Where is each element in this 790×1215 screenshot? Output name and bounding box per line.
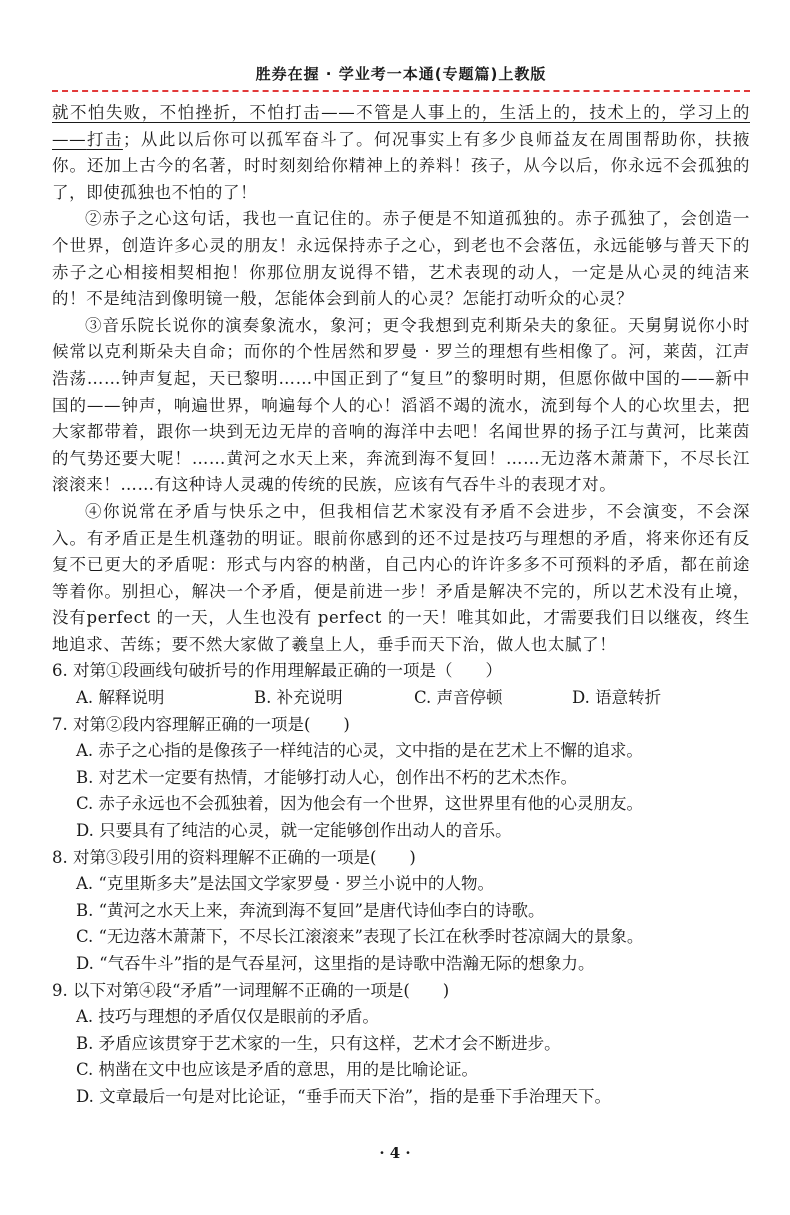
question-7-option-a: A. 赤子之心指的是像孩子一样纯洁的心灵，文中指的是在艺术上不懈的追求。 [76,741,643,761]
reading-passage [52,100,750,658]
underlined-sentence: 就不怕失败，不怕挫折，不怕打击——不管是人事上的，生活上的，技术上的，学习上的—— [52,103,750,149]
passage-paragraph-1 [52,100,750,206]
question-8-option-c: C. “无边落木萧萧下，不尽长江滚滚来”表现了长江在秋季时苍凉阔大的景象。 [76,927,644,947]
passage-paragraph-3: ③音乐院长说你的演奏象流水，象河；更令我想到克利斯朵夫的象征。天舅舅说你小时候常以克利斯朵夫自命；而你的个性居然和罗曼 · 罗兰的理想有些相像了。河，莱茵，江声浩荡……钟声复起，天已黎明……中国正到了“复旦”的黎明时期，但愿你做中国的——新中国的——钟声，响遍世界，响遍每个人的心！滔滔不竭的流水，流到每个人的心坎里去，把大家都带着，跟你一块到无边无岸的音响的海洋中去吧！名闻世界的扬子江与黄河，比莱茵的气势还要大呢！……黄河之水天上来，奔流到海不复回！……无边落木萧萧下，不尽长江滚滚来！……有这种诗人灵魂的传统的民族，应该有气吞牛斗的表现才对。 [52,315,750,495]
question-9-option-d: D. 文章最后一句是对比论证，“垂手而天下治”，指的是垂下手治理天下。 [76,1086,612,1106]
paragraph-1-rest: ；从此以后你可以孤军奋斗了。何况事实上有多少良师益友在周围帮助你，扶掖你。还加上古今的名著，时时刻刻给你精神上的养料！孩子，从今以后，你永远不会孤独的了，即使孤独也不怕的了！ [52,129,751,202]
question-9-stem: 9. 以下对第④段“矛盾”一词理解不正确的一项是( ) [52,980,450,1000]
question-7-option-c: C. 赤子永远也不会孤独着，因为他会有一个世界，这世界里有他的心灵朋友。 [76,794,644,814]
question-6-options [52,685,750,712]
question-6-option-d: D. 语意转折 [572,688,662,708]
passage-paragraph-2: ②赤子之心这句话，我也一直记住的。赤子便是不知道孤独的。赤子孤独了，会创造一个世界，创造许多心灵的朋友！永远保持赤子之心，到老也不会落伍，永远能够与普天下的赤子之心相接相契相抱！你那位朋友说得不错，艺术表现的动人，一定是从心灵的纯洁来的！不是纯洁到像明镜一般，怎能体会到前人的心灵？怎能打动听众的心灵？ [52,209,750,309]
running-header: 胜券在握 · 学业考一本通(专题篇)上教版 [255,65,547,83]
question-8-option-d: D. “气吞牛斗”指的是气吞星河，这里指的是诗歌中浩瀚无际的想象力。 [76,954,595,973]
question-9-option-b: B. 矛盾应该贯穿于艺术家的一生，只有这样，艺术才会不断进步。 [76,1033,561,1053]
passage-paragraph-4: ④你说常在矛盾与快乐之中，但我相信艺术家没有矛盾不会进步，不会演变，不会深入。有矛盾正是生机蓬勃的明证。眼前你感到的还不过是技巧与理想的矛盾，将来你还有反复不已更大的矛盾呢：形式与内容的枘凿，自己内心的许许多多不可预料的矛盾，都在前途等着你。别担心，解决一个矛盾，便是前进一步！矛盾是解决不完的，所以艺术没有止境，没有perfect 的一天，人生也没有 perfect 的一天！唯其如此，才需要我们日以继夜，终生地追求、苦练；要不然大家做了羲皇上人，垂手而天下治，做人也太腻了！ [52,501,750,654]
question-6-option-b: B. 补充说明 [254,688,343,708]
question-8-option-a: A. “克里斯多夫”是法国文学家罗曼 · 罗兰小说中的人物。 [76,874,495,894]
page-number: · 4 · [379,1144,411,1162]
question-list [52,658,750,1110]
question-6-option-c: C. 声音停顿 [414,688,503,708]
header-divider [52,90,750,92]
question-7-stem: 7. 对第②段内容理解正确的一项是( ) [52,714,350,734]
question-9-option-c: C. 枘凿在文中也应该是矛盾的意思，用的是比喻论证。 [76,1060,479,1080]
question-7-option-b: B. 对艺术一定要有热情，才能够打动人心，创作出不朽的艺术杰作。 [76,767,578,787]
question-6-option-a: A. 解释说明 [76,688,165,708]
underlined-sentence-end: 打击 [86,129,123,149]
question-8-stem: 8. 对第③段引用的资料理解不正确的一项是( ) [52,847,416,867]
question-9-option-a: A. 技巧与理想的矛盾仅仅是眼前的矛盾。 [76,1007,379,1027]
question-6-stem: 6. 对第①段画线句破折号的作用理解最正确的一项是（ ） [52,661,502,681]
question-8-option-b: B. “黄河之水天上来，奔流到海不复回”是唐代诗仙李白的诗歌。 [76,900,545,920]
question-7-option-d: D. 只要具有了纯洁的心灵，就一定能够创作出动人的音乐。 [76,821,512,841]
